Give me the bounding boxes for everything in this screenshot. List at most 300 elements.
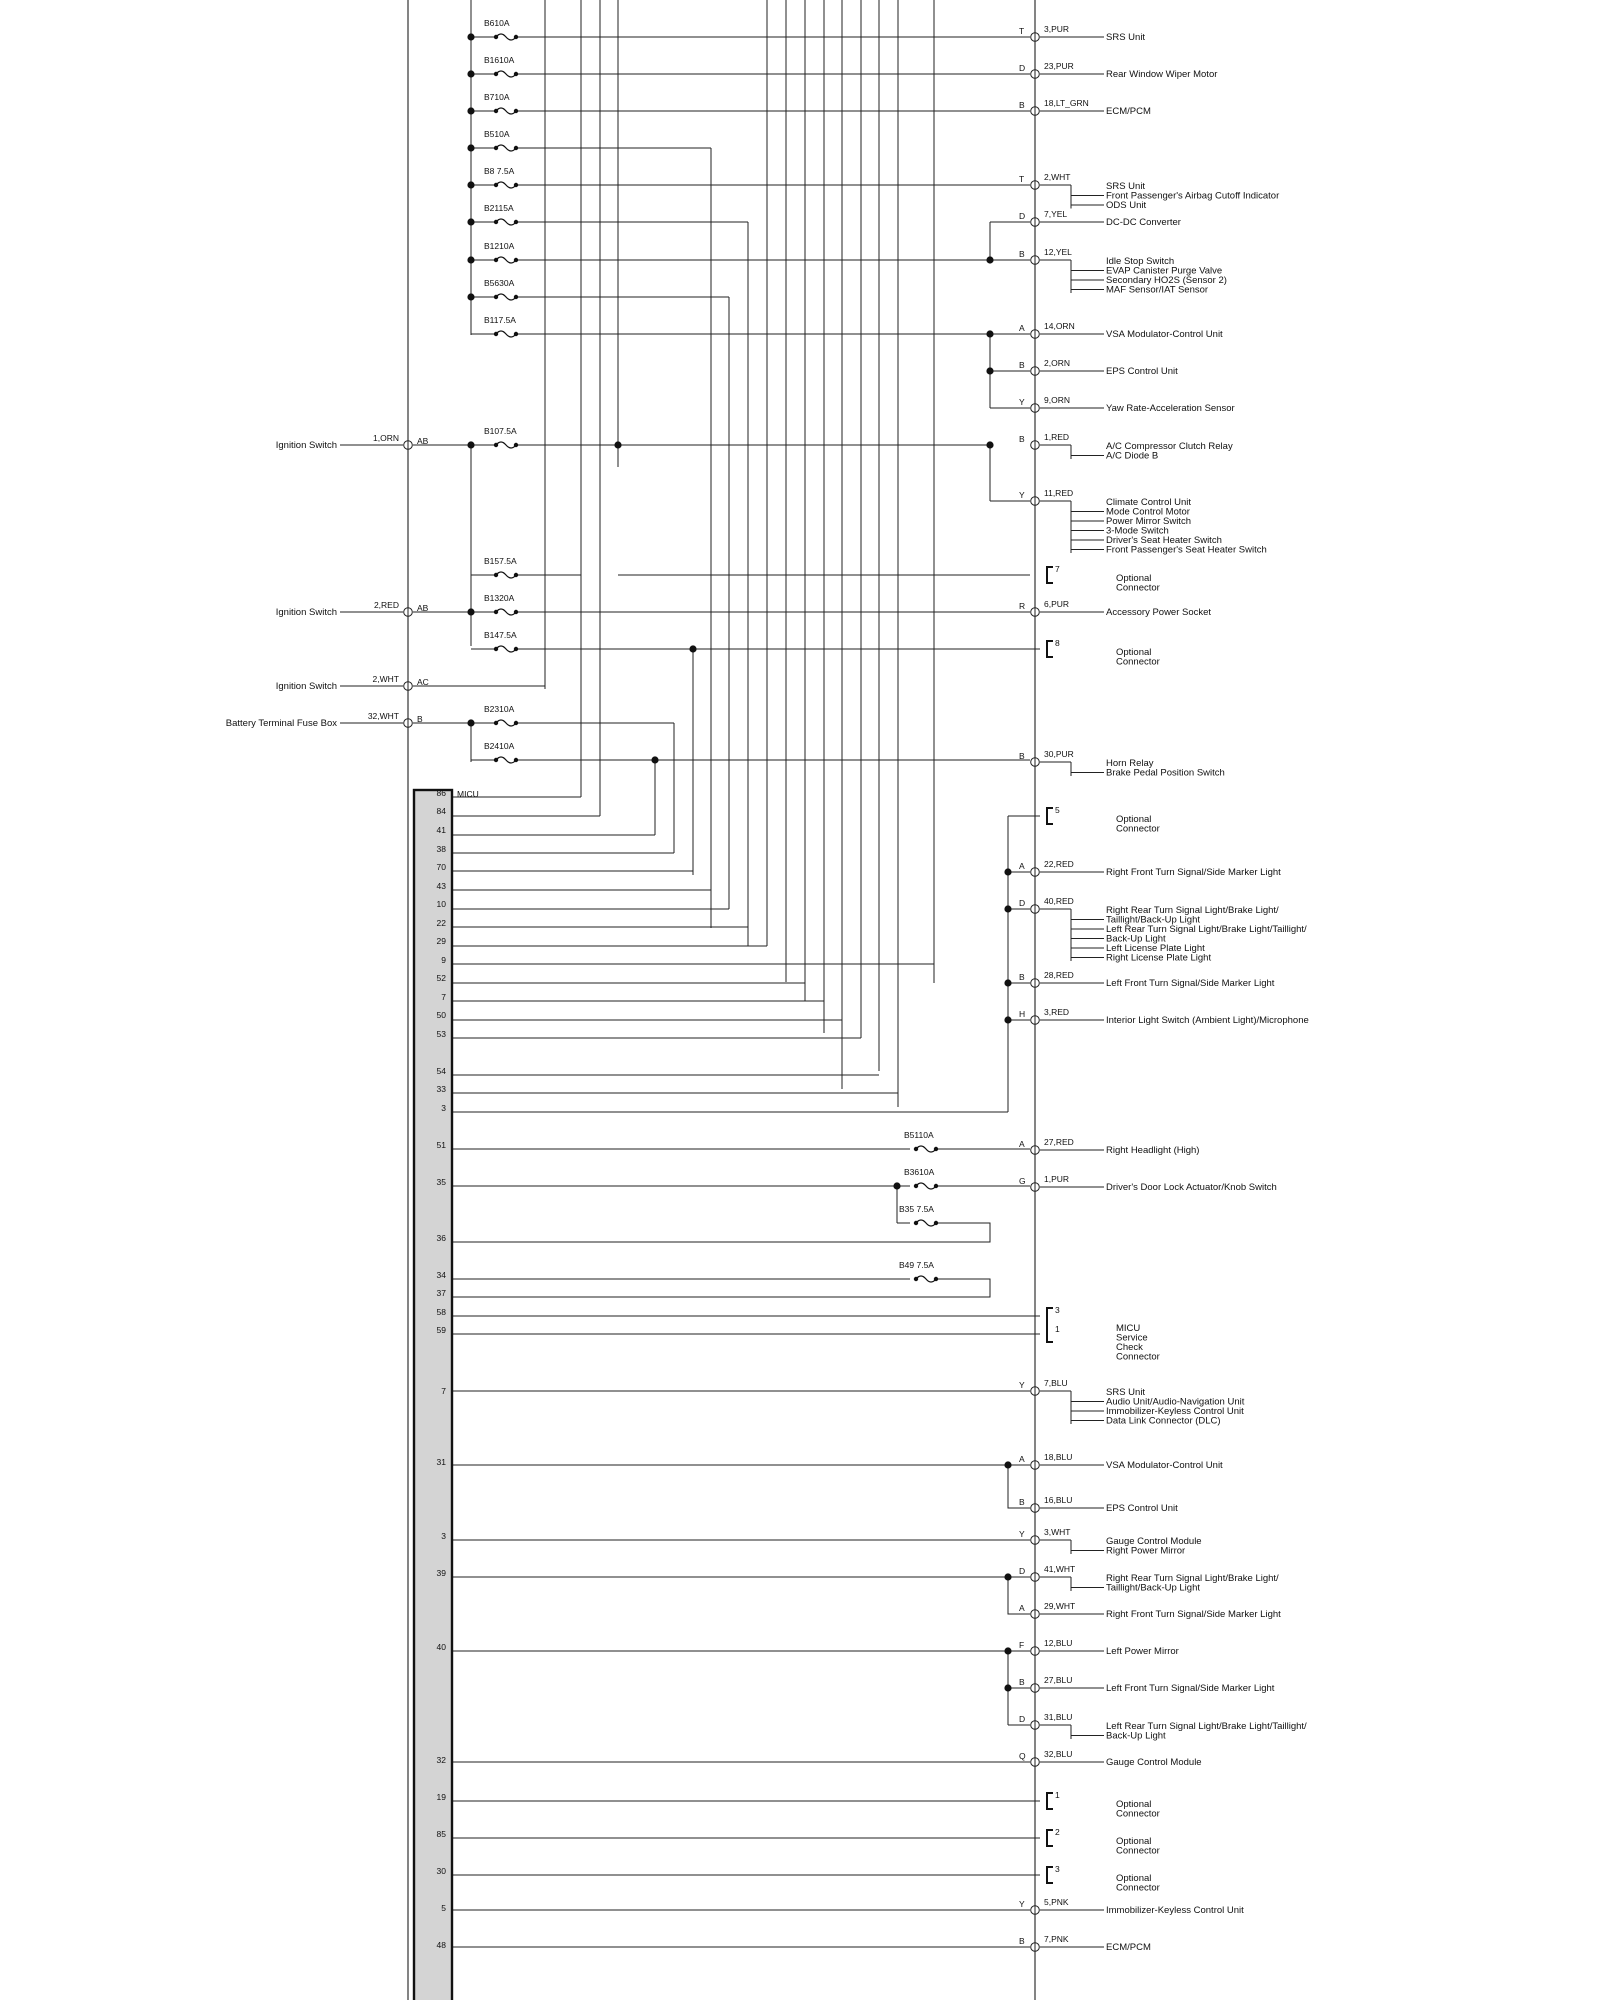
fuse-terminal bbox=[514, 647, 518, 651]
micu-pin-number: 53 bbox=[436, 1029, 446, 1039]
component-label: Left Power Mirror bbox=[1106, 1646, 1179, 1657]
fuse-element bbox=[496, 646, 516, 652]
service-check-label: MICU bbox=[1116, 1323, 1141, 1334]
fuse-label: B8 7.5A bbox=[484, 166, 515, 176]
connector-letter: Y bbox=[1019, 1380, 1025, 1390]
source-term: B bbox=[417, 714, 423, 724]
fuse-feed-splice bbox=[467, 218, 474, 225]
fuse-terminal bbox=[514, 258, 518, 262]
connector-letter: B bbox=[1019, 249, 1025, 259]
component-label: ECM/PCM bbox=[1106, 1942, 1151, 1953]
fuse-terminal bbox=[914, 1221, 918, 1225]
micu-pin-number: 36 bbox=[436, 1233, 446, 1243]
fuse-element bbox=[496, 182, 516, 188]
optional-connector-label: Connector bbox=[1116, 1845, 1160, 1857]
fuse-terminal bbox=[914, 1184, 918, 1188]
optional-connector-pin: 7 bbox=[1055, 564, 1060, 574]
fuse-element bbox=[496, 572, 516, 578]
wire-code: 29,WHT bbox=[1044, 1601, 1076, 1611]
wire-code: 14,ORN bbox=[1044, 321, 1075, 331]
optional-connector-label: Connector bbox=[1116, 823, 1160, 835]
component-label: Back-Up Light bbox=[1106, 1730, 1166, 1742]
fuse-element bbox=[496, 609, 516, 615]
component-label: Front Passenger's Airbag Cutoff Indicator bbox=[1106, 190, 1280, 202]
component-label: Taillight/Back-Up Light bbox=[1106, 1582, 1200, 1594]
component-label: VSA Modulator-Control Unit bbox=[1106, 329, 1223, 340]
component-label: Left License Plate Light bbox=[1106, 943, 1205, 954]
splice-dot bbox=[689, 645, 696, 652]
fuse-terminal bbox=[934, 1147, 938, 1151]
wire-code: 18,LT_GRN bbox=[1044, 98, 1089, 108]
micu-pin-number: 84 bbox=[436, 806, 446, 816]
wire-code: 32,BLU bbox=[1044, 1749, 1073, 1759]
optional-connector-8 bbox=[1047, 641, 1053, 657]
service-check-bracket bbox=[1047, 1308, 1053, 1342]
micu-label: MICU bbox=[457, 789, 479, 799]
wire-code: 18,BLU bbox=[1044, 1452, 1073, 1462]
fuse-terminal bbox=[494, 258, 498, 262]
component-label: Taillight/Back-Up Light bbox=[1106, 914, 1200, 926]
connector-letter: D bbox=[1019, 211, 1026, 221]
splice-dot bbox=[467, 719, 474, 726]
connector-letter: Y bbox=[1019, 397, 1025, 407]
optional-connector-label: Optional bbox=[1116, 647, 1152, 658]
wire-code: 41,WHT bbox=[1044, 1564, 1076, 1574]
micu-pin-number: 32 bbox=[436, 1755, 446, 1765]
wire-code: 27,RED bbox=[1044, 1137, 1074, 1147]
fuse-label: B610A bbox=[484, 18, 510, 28]
wire-code: 27,BLU bbox=[1044, 1675, 1073, 1685]
fuse-terminal bbox=[514, 573, 518, 577]
wire-code: 9,ORN bbox=[1044, 395, 1070, 405]
wire-code: 30,PUR bbox=[1044, 749, 1074, 759]
component-label: Immobilizer-Keyless Control Unit bbox=[1106, 1406, 1244, 1417]
fuse-label: B49 7.5A bbox=[899, 1260, 934, 1270]
optional-connector-3 bbox=[1047, 1867, 1053, 1883]
fuse-terminal bbox=[514, 443, 518, 447]
fuse-terminal bbox=[514, 758, 518, 762]
wire-code: 7,PNK bbox=[1044, 1934, 1069, 1944]
wire-code: 23,PUR bbox=[1044, 61, 1074, 71]
connector-letter: B bbox=[1019, 1677, 1025, 1687]
component-label: Secondary HO2S (Sensor 2) bbox=[1106, 275, 1227, 286]
source-label: Battery Terminal Fuse Box bbox=[225, 718, 337, 729]
micu-pin-number: 38 bbox=[436, 844, 446, 854]
fuse-element bbox=[496, 71, 516, 77]
micu-pin-number: 51 bbox=[436, 1140, 446, 1150]
fuse-terminal bbox=[914, 1147, 918, 1151]
splice-dot bbox=[986, 330, 993, 337]
micu-pin-number: 85 bbox=[436, 1829, 446, 1839]
component-label: Front Passenger's Seat Heater Switch bbox=[1106, 544, 1267, 556]
fuse-terminal bbox=[514, 72, 518, 76]
optional-connector-pin: 8 bbox=[1055, 638, 1060, 648]
component-label: Right Rear Turn Signal Light/Brake Light/ bbox=[1106, 905, 1279, 916]
fuse-element bbox=[916, 1276, 936, 1282]
splice-dot bbox=[467, 441, 474, 448]
component-label: 3-Mode Switch bbox=[1106, 525, 1169, 537]
fuse-terminal bbox=[494, 72, 498, 76]
source-wire-code: 32,WHT bbox=[367, 711, 399, 721]
component-label: Left Rear Turn Signal Light/Brake Light/Taillight/ bbox=[1106, 924, 1307, 935]
micu-pin-number: 59 bbox=[436, 1325, 446, 1335]
connector-letter: A bbox=[1019, 1139, 1025, 1149]
connector-letter: Q bbox=[1019, 1751, 1026, 1761]
micu-pin-number: 54 bbox=[436, 1066, 446, 1076]
fuse-element bbox=[916, 1183, 936, 1189]
micu-pin-number: 41 bbox=[436, 825, 446, 835]
component-label: Data Link Connector (DLC) bbox=[1106, 1415, 1221, 1427]
source-term: AB bbox=[417, 603, 429, 613]
fuse-feed-splice bbox=[467, 144, 474, 151]
fuse-terminal bbox=[934, 1221, 938, 1225]
component-label: Left Rear Turn Signal Light/Brake Light/Taillight/ bbox=[1106, 1721, 1307, 1732]
service-check-pin: 1 bbox=[1055, 1324, 1060, 1334]
connector-letter: D bbox=[1019, 1714, 1026, 1724]
connector-letter: H bbox=[1019, 1009, 1026, 1019]
fuse-return-wire bbox=[452, 1223, 990, 1242]
optional-connector-pin: 5 bbox=[1055, 805, 1060, 815]
micu-block bbox=[414, 790, 452, 2000]
fuse-feed-splice bbox=[467, 181, 474, 188]
wire-code: 1,PUR bbox=[1044, 1174, 1070, 1184]
connector-letter: A bbox=[1019, 861, 1025, 871]
fuse-terminal bbox=[494, 109, 498, 113]
wire-code: 1,RED bbox=[1044, 432, 1070, 442]
fuse-terminal bbox=[494, 332, 498, 336]
connector-letter: B bbox=[1019, 1497, 1025, 1507]
fuse-element bbox=[496, 720, 516, 726]
fuse-terminal bbox=[494, 573, 498, 577]
component-label: Right Rear Turn Signal Light/Brake Light/ bbox=[1106, 1573, 1279, 1584]
component-label: Left Front Turn Signal/Side Marker Light bbox=[1106, 978, 1275, 989]
component-label: VSA Modulator-Control Unit bbox=[1106, 1460, 1223, 1471]
connector-letter: A bbox=[1019, 323, 1025, 333]
optional-connector-1 bbox=[1047, 1793, 1053, 1809]
component-label: SRS Unit bbox=[1106, 181, 1146, 192]
fuse-element bbox=[496, 257, 516, 263]
component-label: Audio Unit/Audio-Navigation Unit bbox=[1106, 1396, 1245, 1408]
connector-letter: Y bbox=[1019, 1529, 1025, 1539]
fuse-label: B117.5A bbox=[484, 315, 516, 325]
connector-letter: A bbox=[1019, 1603, 1025, 1613]
micu-pin-number: 86 bbox=[436, 788, 446, 798]
component-label: Immobilizer-Keyless Control Unit bbox=[1106, 1905, 1244, 1916]
fuse-terminal bbox=[514, 295, 518, 299]
fuse-label: B710A bbox=[484, 92, 510, 102]
wire-code: 12,YEL bbox=[1044, 247, 1072, 257]
component-label: Right License Plate Light bbox=[1106, 952, 1212, 964]
component-label: Gauge Control Module bbox=[1106, 1536, 1202, 1547]
component-label: Driver's Seat Heater Switch bbox=[1106, 535, 1222, 546]
component-label: Rear Window Wiper Motor bbox=[1106, 69, 1218, 80]
component-label: Right Front Turn Signal/Side Marker Light bbox=[1106, 867, 1281, 878]
source-label: Ignition Switch bbox=[275, 681, 337, 692]
component-label: Driver's Door Lock Actuator/Knob Switch bbox=[1106, 1182, 1277, 1193]
micu-pin-number: 52 bbox=[436, 973, 446, 983]
optional-connector-pin: 3 bbox=[1055, 1864, 1060, 1874]
component-label: SRS Unit bbox=[1106, 32, 1146, 43]
fuse-label: B1610A bbox=[484, 55, 515, 65]
optional-connector-label: Connector bbox=[1116, 1808, 1160, 1820]
fuse-terminal bbox=[514, 332, 518, 336]
fuse-element bbox=[916, 1146, 936, 1152]
splice-dot bbox=[1004, 1573, 1011, 1580]
micu-pin-number: 34 bbox=[436, 1270, 446, 1280]
connector-letter: R bbox=[1019, 601, 1026, 611]
splice-dot bbox=[986, 256, 993, 263]
source-label: Ignition Switch bbox=[275, 607, 337, 618]
fuse-label: B107.5A bbox=[484, 426, 517, 436]
micu-pin-number: 35 bbox=[436, 1177, 446, 1187]
parts-layer bbox=[404, 33, 1053, 2000]
connector-letter: B bbox=[1019, 1936, 1025, 1946]
fuse-label: B1320A bbox=[484, 593, 515, 603]
fuse-element bbox=[496, 442, 516, 448]
connector-letter: T bbox=[1019, 26, 1025, 36]
fuse-label: B2410A bbox=[484, 741, 515, 751]
fuse-terminal bbox=[934, 1277, 938, 1281]
component-label: DC-DC Converter bbox=[1106, 217, 1181, 228]
connector-letter: B bbox=[1019, 751, 1025, 761]
component-label: MAF Sensor/IAT Sensor bbox=[1106, 284, 1209, 296]
component-label: A/C Diode B bbox=[1106, 450, 1159, 462]
fuse-terminal bbox=[494, 220, 498, 224]
micu-pin-number: 9 bbox=[441, 955, 446, 965]
micu-pin-number: 48 bbox=[436, 1940, 446, 1950]
wires-layer bbox=[340, 0, 1104, 2000]
optional-connector-label: Optional bbox=[1116, 1873, 1152, 1884]
optional-connector-label: Connector bbox=[1116, 656, 1160, 668]
micu-pin-number: 10 bbox=[436, 899, 446, 909]
optional-connector-label: Optional bbox=[1116, 814, 1152, 825]
splice-dot bbox=[893, 1182, 900, 1189]
optional-connector-label: Connector bbox=[1116, 582, 1160, 594]
fuse-label: B1210A bbox=[484, 241, 515, 251]
service-check-label: Check bbox=[1116, 1342, 1143, 1353]
fuse-feed-splice bbox=[467, 33, 474, 40]
connector-letter: G bbox=[1019, 1176, 1026, 1186]
fuse-feed-splice bbox=[467, 293, 474, 300]
optional-connector-label: Connector bbox=[1116, 1882, 1160, 1894]
micu-pin-number: 37 bbox=[436, 1288, 446, 1298]
component-label: EPS Control Unit bbox=[1106, 1503, 1178, 1514]
fuse-terminal bbox=[914, 1277, 918, 1281]
micu-pin-number: 3 bbox=[441, 1531, 446, 1541]
wire-code: 28,RED bbox=[1044, 970, 1074, 980]
component-label: Yaw Rate-Acceleration Sensor bbox=[1106, 403, 1235, 414]
component-label: Right Headlight (High) bbox=[1106, 1145, 1200, 1156]
micu-pin-number: 40 bbox=[436, 1642, 446, 1652]
splice-dot bbox=[986, 367, 993, 374]
source-wire-code: 2,WHT bbox=[372, 674, 399, 684]
fuse-terminal bbox=[494, 35, 498, 39]
fuse-terminal bbox=[934, 1184, 938, 1188]
fuse-terminal bbox=[514, 35, 518, 39]
fuse-terminal bbox=[514, 109, 518, 113]
fuse-feed-splice bbox=[467, 256, 474, 263]
wire-code: 2,ORN bbox=[1044, 358, 1070, 368]
fuse-label: B147.5A bbox=[484, 630, 517, 640]
wire-code: 5,PNK bbox=[1044, 1897, 1069, 1907]
wire-code: 3,WHT bbox=[1044, 1527, 1071, 1537]
component-label: Right Power Mirror bbox=[1106, 1545, 1186, 1557]
source-term: AC bbox=[417, 677, 429, 687]
fuse-element bbox=[496, 145, 516, 151]
component-label: Horn Relay bbox=[1106, 758, 1154, 769]
fuse-terminal bbox=[494, 721, 498, 725]
component-label: Power Mirror Switch bbox=[1106, 516, 1191, 527]
wire-code: 12,BLU bbox=[1044, 1638, 1073, 1648]
fuse-label: B35 7.5A bbox=[899, 1204, 934, 1214]
splice-dot bbox=[1004, 868, 1011, 875]
fuse-terminal bbox=[514, 183, 518, 187]
connector-letter: B bbox=[1019, 434, 1025, 444]
connector-letter: F bbox=[1019, 1640, 1025, 1650]
component-label: A/C Compressor Clutch Relay bbox=[1106, 441, 1233, 452]
wire-code: 2,WHT bbox=[1044, 172, 1071, 182]
connector-letter: B bbox=[1019, 100, 1025, 110]
micu-pin-number: 3 bbox=[441, 1103, 446, 1113]
fuse-label: B2310A bbox=[484, 704, 515, 714]
fuse-element bbox=[496, 34, 516, 40]
splice-dot bbox=[467, 608, 474, 615]
fuse-label: B5630A bbox=[484, 278, 515, 288]
optional-connector-7 bbox=[1047, 567, 1053, 583]
optional-connector-label: Optional bbox=[1116, 1799, 1152, 1810]
component-label: Mode Control Motor bbox=[1106, 506, 1190, 518]
wire-code: 3,PUR bbox=[1044, 24, 1070, 34]
wire-code: 3,RED bbox=[1044, 1007, 1070, 1017]
optional-connector-pin: 2 bbox=[1055, 1827, 1060, 1837]
wire-code: 7,YEL bbox=[1044, 209, 1068, 219]
connector-letter: D bbox=[1019, 898, 1026, 908]
splice-dot bbox=[651, 756, 658, 763]
wire-code: 31,BLU bbox=[1044, 1712, 1073, 1722]
component-label: ODS Unit bbox=[1106, 200, 1147, 211]
fuse-terminal bbox=[494, 183, 498, 187]
wire-code: 22,RED bbox=[1044, 859, 1074, 869]
splice-dot bbox=[1004, 1684, 1011, 1691]
component-label: EVAP Canister Purge Valve bbox=[1106, 265, 1223, 277]
connector-letter: D bbox=[1019, 63, 1026, 73]
fuse-terminal bbox=[494, 146, 498, 150]
splice-dot bbox=[1004, 979, 1011, 986]
micu-pin-number: 7 bbox=[441, 1386, 446, 1396]
micu-pin-number: 5 bbox=[441, 1903, 446, 1913]
optional-connector-2 bbox=[1047, 1830, 1053, 1846]
fuse-terminal bbox=[514, 146, 518, 150]
component-label: EPS Control Unit bbox=[1106, 366, 1178, 377]
splice-dot bbox=[614, 441, 621, 448]
fuse-terminal bbox=[494, 443, 498, 447]
optional-connector-5 bbox=[1047, 808, 1053, 824]
wire-code: 11,RED bbox=[1044, 488, 1074, 498]
micu-pin-number: 70 bbox=[436, 862, 446, 872]
component-label: Interior Light Switch (Ambient Light)/Microphone bbox=[1106, 1015, 1309, 1026]
component-label: Idle Stop Switch bbox=[1106, 256, 1175, 267]
micu-pin-number: 33 bbox=[436, 1084, 446, 1094]
component-label: Gauge Control Module bbox=[1106, 1757, 1202, 1768]
wire-code: 6,PUR bbox=[1044, 599, 1070, 609]
micu-pin-number: 7 bbox=[441, 992, 446, 1002]
component-label: Brake Pedal Position Switch bbox=[1106, 767, 1225, 779]
fuse-terminal bbox=[514, 721, 518, 725]
fuse-terminal bbox=[494, 758, 498, 762]
service-check-label: Connector bbox=[1116, 1351, 1160, 1363]
micu-pin-number: 43 bbox=[436, 881, 446, 891]
micu-pin-number: 50 bbox=[436, 1010, 446, 1020]
fuse-terminal bbox=[494, 610, 498, 614]
wire-code: 16,BLU bbox=[1044, 1495, 1073, 1505]
fuse-return-wire bbox=[452, 1279, 990, 1297]
splice-dot bbox=[1004, 1461, 1011, 1468]
connector-letter: A bbox=[1019, 1454, 1025, 1464]
fuse-element bbox=[916, 1220, 936, 1226]
component-label: Right Front Turn Signal/Side Marker Light bbox=[1106, 1609, 1281, 1620]
connector-letter: D bbox=[1019, 1566, 1026, 1576]
fuse-feed-splice bbox=[467, 107, 474, 114]
optional-connector-label: Optional bbox=[1116, 1836, 1152, 1847]
connector-letter: Y bbox=[1019, 1899, 1025, 1909]
component-label: Left Front Turn Signal/Side Marker Light bbox=[1106, 1683, 1275, 1694]
component-label: Accessory Power Socket bbox=[1106, 607, 1212, 618]
micu-pin-number: 39 bbox=[436, 1568, 446, 1578]
fuse-label: B3610A bbox=[904, 1167, 935, 1177]
service-check-label: Service bbox=[1116, 1332, 1148, 1344]
fuse-feed-splice bbox=[467, 70, 474, 77]
micu-pin-number: 58 bbox=[436, 1307, 446, 1317]
source-label: Ignition Switch bbox=[275, 440, 337, 451]
component-label: Climate Control Unit bbox=[1106, 497, 1191, 508]
micu-pin-number: 29 bbox=[436, 936, 446, 946]
fuse-label: B157.5A bbox=[484, 556, 517, 566]
fuse-element bbox=[496, 757, 516, 763]
optional-connector-label: Optional bbox=[1116, 573, 1152, 584]
fuse-terminal bbox=[494, 647, 498, 651]
source-wire-code: 2,RED bbox=[373, 600, 399, 610]
fuse-element bbox=[496, 108, 516, 114]
connector-letter: B bbox=[1019, 972, 1025, 982]
fuse-label: B510A bbox=[484, 129, 510, 139]
wire-code: 7,BLU bbox=[1044, 1378, 1068, 1388]
fuse-element bbox=[496, 294, 516, 300]
splice-dot bbox=[986, 441, 993, 448]
fuse-label: B2115A bbox=[484, 203, 514, 213]
fuse-terminal bbox=[494, 295, 498, 299]
micu-pin-number: 19 bbox=[436, 1792, 446, 1802]
fuse-element bbox=[496, 331, 516, 337]
fuse-element bbox=[496, 219, 516, 225]
fuse-terminal bbox=[514, 610, 518, 614]
component-label: Back-Up Light bbox=[1106, 933, 1166, 945]
source-term: AB bbox=[417, 436, 429, 446]
service-check-pin: 3 bbox=[1055, 1305, 1060, 1315]
connector-letter: B bbox=[1019, 360, 1025, 370]
splice-dot bbox=[1004, 1016, 1011, 1023]
micu-pin-number: 22 bbox=[436, 918, 446, 928]
component-label: SRS Unit bbox=[1106, 1387, 1146, 1398]
splice-dot bbox=[1004, 905, 1011, 912]
fuse-label: B5110A bbox=[904, 1130, 934, 1140]
fuse-terminal bbox=[514, 220, 518, 224]
connector-letter: T bbox=[1019, 174, 1025, 184]
source-wire-code: 1,ORN bbox=[373, 433, 399, 443]
connector-letter: Y bbox=[1019, 490, 1025, 500]
wire-code: 40,RED bbox=[1044, 896, 1074, 906]
optional-connector-pin: 1 bbox=[1055, 1790, 1060, 1800]
component-label: ECM/PCM bbox=[1106, 106, 1151, 117]
